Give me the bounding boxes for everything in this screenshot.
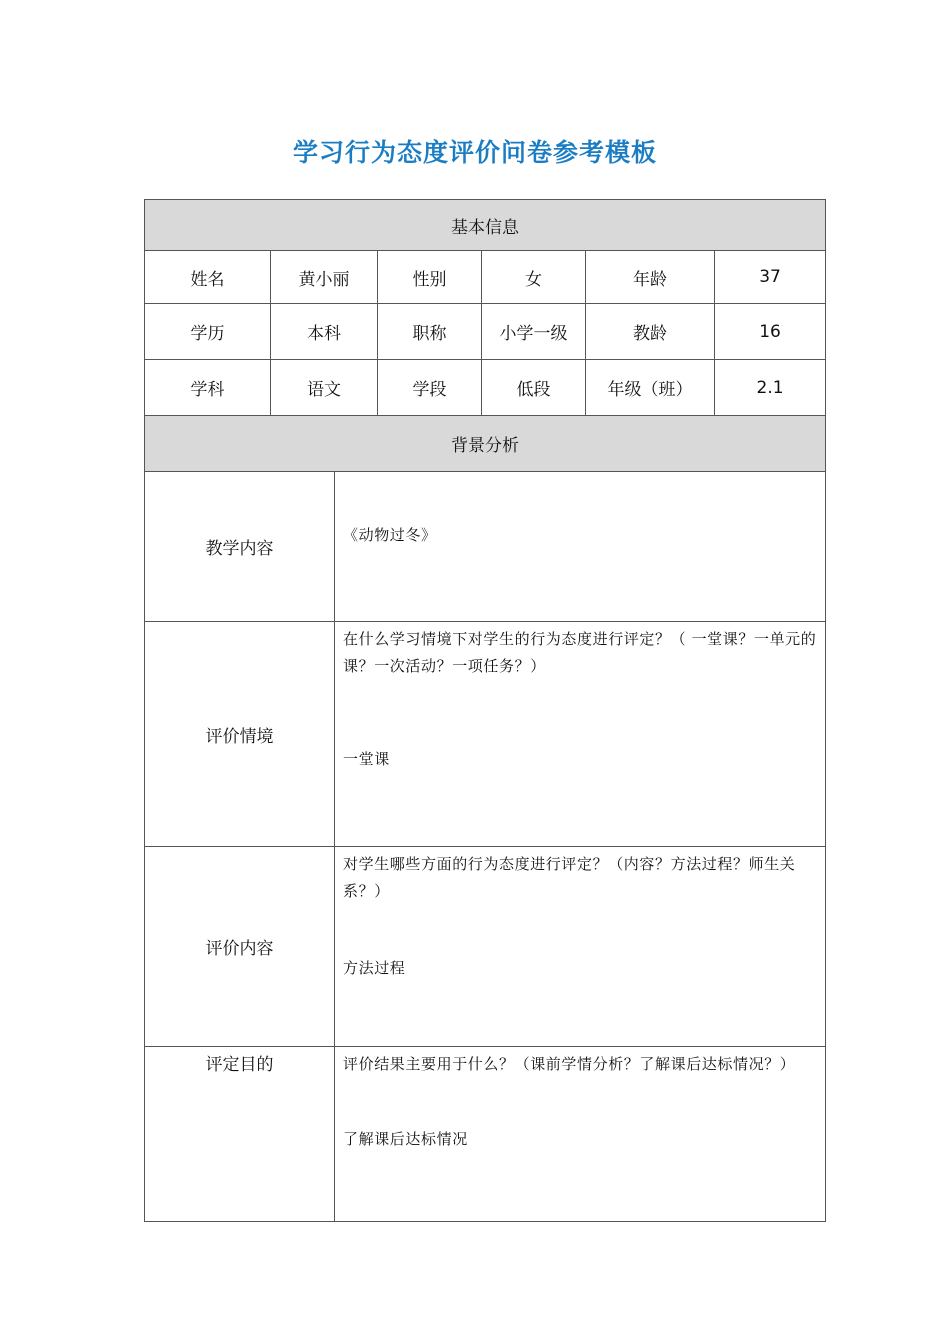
- table-row: [145, 251, 826, 304]
- table-row: [145, 304, 826, 360]
- evaluation-context-row: [145, 622, 826, 847]
- evaluation-context-cell: [335, 622, 826, 847]
- background-header: 背景分析: [145, 416, 826, 472]
- evaluation-purpose-question: 评价结果主要用于什么？（课前学情分析？了解课后达标情况？）: [343, 1055, 796, 1073]
- evaluation-content-cell: [335, 847, 826, 1047]
- grade-class-value: 2.1: [715, 360, 826, 416]
- table-row: [145, 360, 826, 416]
- form-table: [144, 199, 826, 1222]
- evaluation-context-label: 评价情境: [145, 622, 335, 847]
- name-label: 姓名: [145, 251, 271, 304]
- evaluation-content-label: 评价内容: [145, 847, 335, 1047]
- teaching-years-label: 教龄: [586, 304, 715, 360]
- stage-label: 学段: [378, 360, 482, 416]
- title-label: 职称: [378, 304, 482, 360]
- page-title: 学习行为态度评价问卷参考模板: [292, 138, 657, 167]
- evaluation-purpose-cell: [335, 1047, 826, 1222]
- age-label: 年龄: [586, 251, 715, 304]
- evaluation-context-question: 在什么学习情境下对学生的行为态度进行评定？（ 一堂课？一单元的课？一次活动？一项任务？）: [343, 630, 817, 675]
- evaluation-content-answer: 方法过程: [343, 959, 406, 977]
- grade-class-label: 年级（班）: [586, 360, 715, 416]
- subject-value: 语文: [271, 360, 378, 416]
- basic-info-header: 基本信息: [145, 200, 826, 251]
- teaching-content-row: [145, 472, 826, 622]
- gender-label: 性别: [378, 251, 482, 304]
- subject-label: 学科: [145, 360, 271, 416]
- evaluation-form: [144, 199, 825, 1222]
- evaluation-purpose-answer: 了解课后达标情况: [343, 1130, 468, 1148]
- evaluation-context-answer: 一堂课: [343, 750, 390, 768]
- education-value: 本科: [271, 304, 378, 360]
- evaluation-content-row: [145, 847, 826, 1047]
- evaluation-purpose-row: [145, 1047, 826, 1222]
- stage-value: 低段: [482, 360, 586, 416]
- background-header-row: [145, 416, 826, 472]
- gender-value: 女: [482, 251, 586, 304]
- evaluation-purpose-label: 评定目的: [145, 1047, 335, 1222]
- education-label: 学历: [145, 304, 271, 360]
- basic-info-header-row: [145, 200, 826, 251]
- evaluation-content-question: 对学生哪些方面的行为态度进行评定？（内容？方法过程？师生关系？）: [343, 855, 796, 900]
- title-value: 小学一级: [482, 304, 586, 360]
- name-value: 黄小丽: [271, 251, 378, 304]
- teaching-years-value: 16: [715, 304, 826, 360]
- teaching-content-label: 教学内容: [145, 472, 335, 622]
- age-value: 37: [715, 251, 826, 304]
- teaching-content-value: 《动物过冬》: [335, 472, 826, 622]
